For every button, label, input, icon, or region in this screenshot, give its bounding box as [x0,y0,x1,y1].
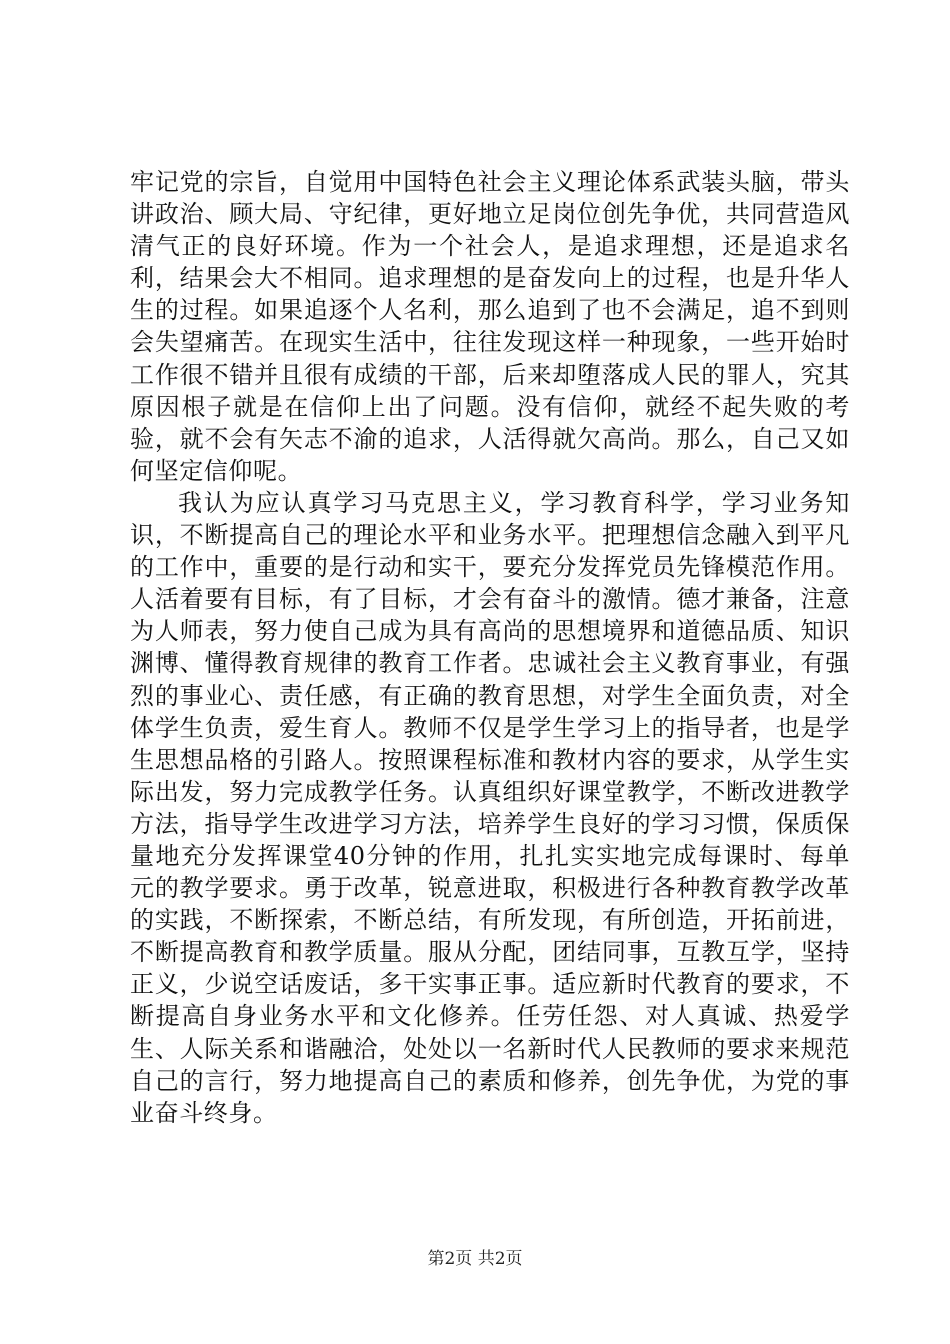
document-body [130,166,850,1129]
paragraph-2: 我认为应认真学习马克思主义，学习教育科学，学习业务知识，不断提高自己的理论水平和业务水平。把理想信念融入到平凡的工作中，重要的是行动和实干，要充分发挥党员先锋模范作用。人活着要有目标，有了目标，才会有奋斗的激情。德才兼备，注意为人师表，努力使自己成为具有高尚的思想境界和道德品质、知识渊博、懂得教育规律的教育工作者。忠诚社会主义教育事业，有强烈的事业心、责任感，有正确的教育思想，对学生全面负责，对全体学生负责，爱生育人。教师不仅是学生学习上的指导者，也是学生思想品格的引路人。按照课程标准和教材内容的要求，从学生实际出发，努力完成教学任务。认真组织好课堂教学，不断改进教学方法，指导学生改进学习方法，培养学生良好的学习习惯，保质保量地充分发挥课堂40分钟的作用，扎扎实实地完成每课时、每单元的教学要求。勇于改革，锐意进取，积极进行各种教育教学改革的实践，不断探索，不断总结，有所发现，有所创造，开拓前进，不断提高教育和教学质量。服从分配，团结同事，互教互学，坚持正义，少说空话废话，多干实事正事。适应新时代教育的要求，不断提高自身业务水平和文化修养。任劳任怨、对人真诚、热爱学生、人际关系和谐融洽，处处以一名新时代人民教师的要求来规范自己的言行，努力地提高自己的素质和修养，创先争优，为党的事业奋斗终身。 [130,488,850,1127]
page-footer: 第2页 共2页 [427,1249,523,1269]
paragraph-1: 牢记党的宗旨，自觉用中国特色社会主义理论体系武装头脑，带头讲政治、顾大局、守纪律，更好地立足岗位创先争优，共同营造风清气正的良好环境。作为一个社会人，是追求理想，还是追求名利，结果会大不相同。追求理想的是奋发向上的过程，也是升华人生的过程。如果追逐个人名利，那么追到了也不会满足，追不到则会失望痛苦。在现实生活中，往往发现这样一种现象，一些开始时工作很不错并且很有成绩的干部，后来却堕落成人民的罪人，究其原因根子就是在信仰上出了问题。没有信仰，就经不起失败的考验，就不会有矢志不渝的追求，人活得就欠高尚。那么，自己又如何坚定信仰呢。 [130,168,850,485]
